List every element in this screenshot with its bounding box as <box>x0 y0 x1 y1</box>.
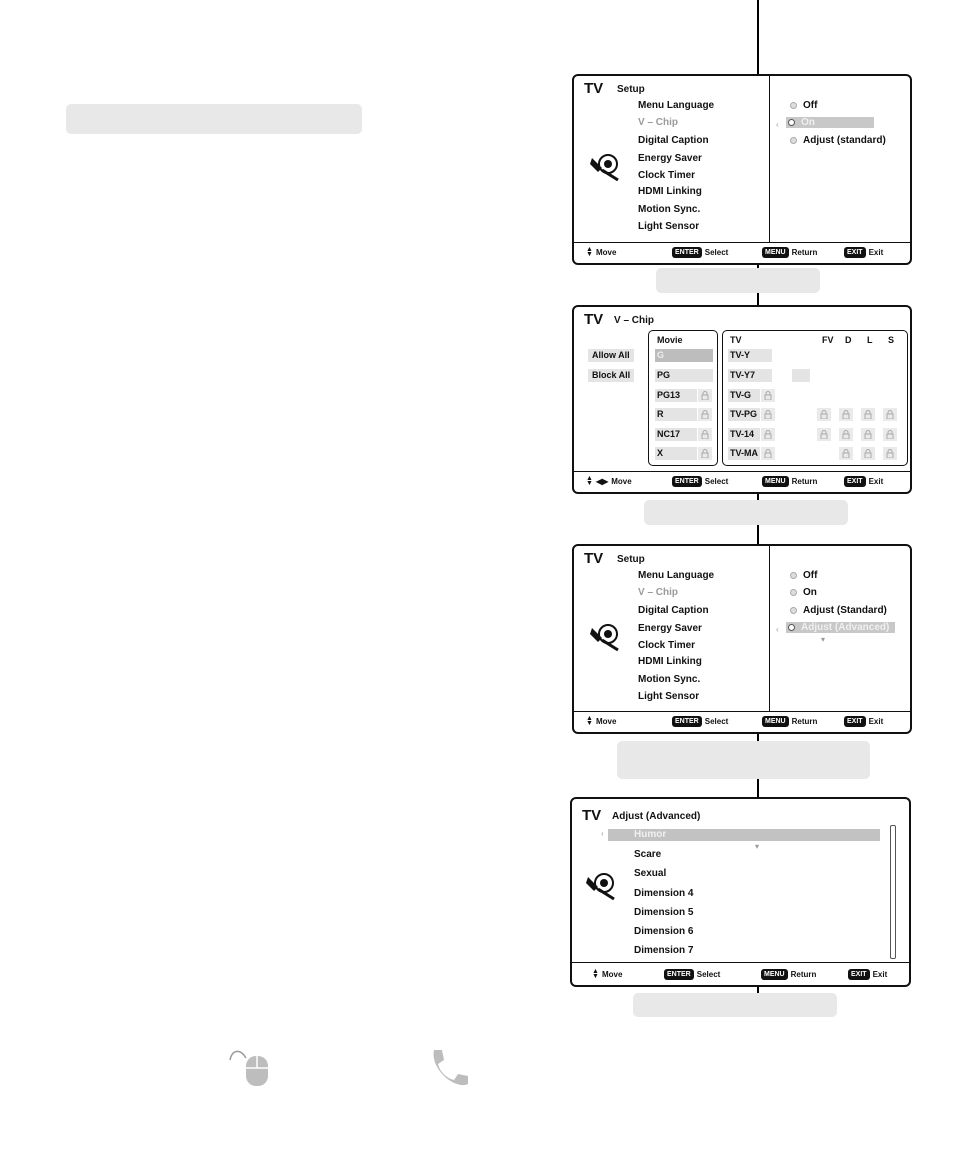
movie-rating-x[interactable]: X <box>655 447 697 460</box>
lock-icon <box>883 408 897 421</box>
footer-select: ENTER Select <box>672 716 728 727</box>
footer-move: ▲ ▼ Move <box>586 246 617 258</box>
lock-icon <box>761 408 775 421</box>
movie-rating-nc17[interactable]: NC17 <box>655 428 697 441</box>
content-header-fv: FV <box>822 335 834 345</box>
footer-move: ▲ ▼ ◀▶ Move <box>586 475 632 487</box>
enter-key: ENTER <box>664 969 694 980</box>
menu-title: V – Chip <box>614 315 655 326</box>
menu-title: Adjust (Advanced) <box>612 811 701 822</box>
menu-item-motion-sync[interactable]: Motion Sync. <box>638 674 701 685</box>
enter-key: ENTER <box>672 247 702 258</box>
footer-return: MENU Return <box>762 716 817 727</box>
menu-item-clock-timer[interactable]: Clock Timer <box>638 170 696 181</box>
phone-icon <box>426 1046 470 1090</box>
tv-logo: TV <box>584 550 604 567</box>
menu-item-light-sensor[interactable]: Light Sensor <box>638 691 700 702</box>
tools-icon <box>588 618 624 654</box>
left-heading-bar <box>66 104 362 134</box>
lock-icon <box>761 447 775 460</box>
tools-icon <box>584 867 620 903</box>
mouse-icon <box>228 1046 272 1088</box>
footer-divider <box>574 242 910 243</box>
footer-exit: EXIT Exit <box>848 969 887 980</box>
footer-exit: EXIT Exit <box>844 716 883 727</box>
option-off[interactable]: Off <box>790 570 817 581</box>
menu-item-scare[interactable]: Scare <box>634 849 662 860</box>
setup-screen-1 <box>572 74 912 265</box>
left-arrow-icon: ‹ <box>776 625 779 634</box>
footer-divider <box>574 471 910 472</box>
caption-bar-4 <box>633 993 837 1017</box>
movie-rating-g[interactable]: G <box>655 349 713 362</box>
footer-select: ENTER Select <box>672 476 728 487</box>
footer-return: MENU Return <box>762 476 817 487</box>
menu-item-dimension-5[interactable]: Dimension 5 <box>634 907 694 918</box>
menu-item-motion-sync[interactable]: Motion Sync. <box>638 204 701 215</box>
menu-item-sexual[interactable]: Sexual <box>634 868 667 879</box>
content-header-s: S <box>888 335 895 345</box>
up-down-arrow-icon: ▲ ▼ <box>586 246 593 258</box>
up-down-arrow-icon: ▲ ▼ <box>586 715 593 727</box>
up-down-arrow-icon: ▲ ▼ <box>592 968 599 980</box>
exit-key: EXIT <box>844 716 866 727</box>
menu-item-light-sensor[interactable]: Light Sensor <box>638 221 700 232</box>
block-all-button[interactable]: Block All <box>588 369 634 382</box>
exit-key: EXIT <box>844 476 866 487</box>
tools-icon <box>588 148 624 184</box>
caption-bar-1 <box>656 268 820 293</box>
exit-key: EXIT <box>848 969 870 980</box>
menu-item-clock-timer[interactable]: Clock Timer <box>638 640 696 651</box>
option-off[interactable]: Off <box>790 100 817 111</box>
tv-rating-tv-y7[interactable]: TV-Y7 <box>728 369 772 382</box>
lock-icon <box>698 389 712 402</box>
footer-select: ENTER Select <box>664 969 720 980</box>
menu-item-energy-saver[interactable]: Energy Saver <box>638 153 702 164</box>
lock-icon <box>883 428 897 441</box>
movie-rating-r[interactable]: R <box>655 408 697 421</box>
option-adjust-advanced[interactable]: Adjust (Advanced) <box>786 622 895 633</box>
lock-icon <box>817 408 831 421</box>
caption-bar-3 <box>617 741 870 779</box>
footer-move: ▲ ▼ Move <box>592 968 623 980</box>
menu-item-digital-caption[interactable]: Digital Caption <box>638 605 709 616</box>
panel-divider <box>769 546 770 711</box>
menu-key: MENU <box>761 969 788 980</box>
lock-icon <box>698 408 712 421</box>
footer-return: MENU Return <box>761 969 816 980</box>
menu-title: Setup <box>617 84 645 95</box>
tv-logo: TV <box>584 80 604 97</box>
panel-divider <box>769 76 770 242</box>
movie-rating-pg13[interactable]: PG13 <box>655 389 697 402</box>
option-adjust-standard[interactable]: Adjust (standard) <box>790 135 886 146</box>
down-arrow-icon: ▾ <box>755 842 760 851</box>
tv-rating-tv-14[interactable]: TV-14 <box>728 428 760 441</box>
tv-rating-tv-g[interactable]: TV-G <box>728 389 760 402</box>
option-adjust-standard[interactable]: Adjust (Standard) <box>790 605 887 616</box>
lock-icon <box>698 447 712 460</box>
scrollbar[interactable] <box>890 825 896 959</box>
movie-header: Movie <box>657 335 683 345</box>
radio-icon <box>788 624 795 631</box>
left-right-arrow-icon: ◀▶ <box>595 476 609 486</box>
footer-select: ENTER Select <box>672 247 728 258</box>
radio-icon <box>790 607 797 614</box>
menu-item-dimension-7[interactable]: Dimension 7 <box>634 945 694 956</box>
left-arrow-icon: ‹ <box>776 120 779 129</box>
caption-bar-2 <box>644 500 848 525</box>
advanced-screen <box>570 797 911 987</box>
tv-logo: TV <box>584 311 604 328</box>
content-header-l: L <box>867 335 873 345</box>
tv-header: TV <box>730 335 742 345</box>
tv-rating-tv-ma[interactable]: TV-MA <box>730 448 758 458</box>
enter-key: ENTER <box>672 476 702 487</box>
menu-item-energy-saver[interactable]: Energy Saver <box>638 623 702 634</box>
radio-icon <box>790 572 797 579</box>
lock-icon <box>761 389 775 402</box>
lock-icon <box>698 428 712 441</box>
footer-return: MENU Return <box>762 247 817 258</box>
menu-item-menu-language[interactable]: Menu Language <box>638 570 715 581</box>
footer-divider <box>572 962 909 963</box>
down-arrow-icon: ▾ <box>821 635 826 644</box>
menu-key: MENU <box>762 716 789 727</box>
vchip-screen <box>572 305 912 494</box>
radio-icon <box>790 137 797 144</box>
menu-item-digital-caption[interactable]: Digital Caption <box>638 135 709 146</box>
radio-icon <box>790 102 797 109</box>
lock-icon <box>839 428 853 441</box>
footer-exit: EXIT Exit <box>844 247 883 258</box>
radio-icon <box>788 119 795 126</box>
menu-title: Setup <box>617 554 645 565</box>
menu-item-humor[interactable]: Humor <box>608 829 880 841</box>
fv-cell[interactable] <box>792 369 810 382</box>
up-down-arrow-icon: ▲ ▼ <box>586 475 593 487</box>
lock-icon <box>861 428 875 441</box>
menu-item-menu-language[interactable]: Menu Language <box>638 100 715 111</box>
radio-icon <box>790 589 797 596</box>
option-on[interactable]: On <box>786 117 874 128</box>
menu-key: MENU <box>762 247 789 258</box>
menu-item-v-chip[interactable]: V – Chip <box>638 117 679 128</box>
lock-icon <box>861 408 875 421</box>
left-arrow-icon: ‹ <box>601 829 604 838</box>
tv-logo: TV <box>582 807 602 824</box>
menu-item-dimension-4[interactable]: Dimension 4 <box>634 888 694 899</box>
menu-item-hdmi-linking[interactable]: HDMI Linking <box>638 186 702 197</box>
exit-key: EXIT <box>844 247 866 258</box>
lock-icon <box>883 447 897 460</box>
lock-icon <box>817 428 831 441</box>
option-on[interactable]: On <box>790 587 817 598</box>
menu-item-dimension-6[interactable]: Dimension 6 <box>634 926 694 937</box>
menu-item-hdmi-linking[interactable]: HDMI Linking <box>638 656 702 667</box>
tv-rating-tv-y[interactable]: TV-Y <box>728 349 772 362</box>
lock-icon <box>761 428 775 441</box>
footer-move: ▲ ▼ Move <box>586 715 617 727</box>
menu-key: MENU <box>762 476 789 487</box>
lock-icon <box>839 408 853 421</box>
menu-item-v-chip[interactable]: V – Chip <box>638 587 679 598</box>
lock-icon <box>839 447 853 460</box>
content-header-d: D <box>845 335 852 345</box>
footer-divider <box>574 711 910 712</box>
allow-all-button[interactable]: Allow All <box>588 349 634 362</box>
movie-rating-pg[interactable]: PG <box>655 369 713 382</box>
enter-key: ENTER <box>672 716 702 727</box>
setup-screen-2 <box>572 544 912 734</box>
tv-rating-tv-pg[interactable]: TV-PG <box>728 408 760 421</box>
footer-exit: EXIT Exit <box>844 476 883 487</box>
lock-icon <box>861 447 875 460</box>
